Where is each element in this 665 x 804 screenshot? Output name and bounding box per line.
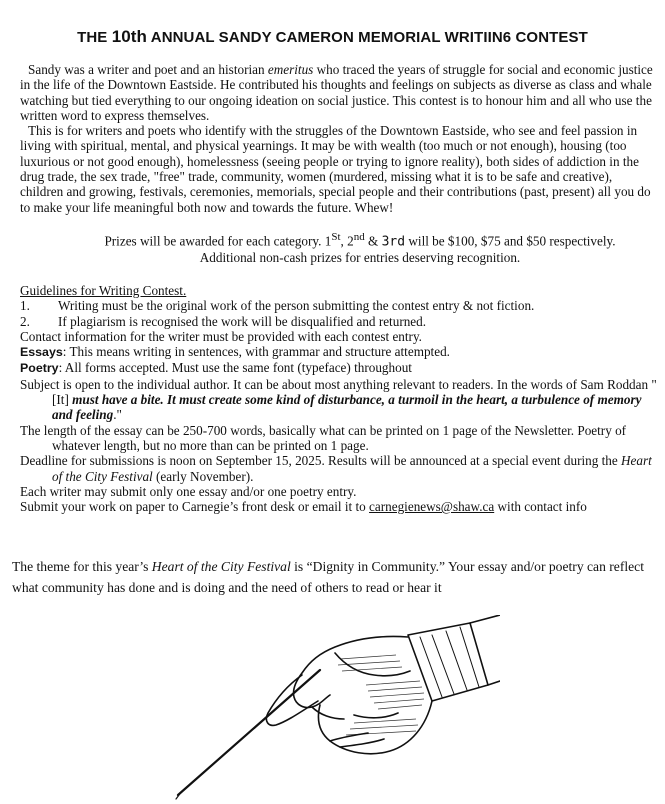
title-rest: ANNUAL SANDY CAMERON MEMORIAL WRITIIN6 CONTEST [147, 29, 588, 46]
guideline-text: If plagiarism is recognised the work will be disqualified and returned. [58, 313, 427, 329]
hand-writing-illustration [170, 615, 500, 800]
festival-name: Heart of the City Festival [52, 453, 652, 484]
deadline-text: Deadline for submissions is noon on September 15, 2025. Results will be announced at a special event during the [20, 453, 622, 469]
emeritus-emphasis: emeritus [267, 62, 314, 77]
intro-paragraph-2: This is for writers and poets who identify with the struggles of the Downtown Eastside, who see and feel passion in living with spiritual, mental, and physical yearnings. It may be with wealth (too much or not enough), housing (too luxurious or not good enough), homelessness (seeing people or trying to ignore reality), both sides of addiction in the drug trade, the sex trade, "free" trade, community, women (murdered, missing what it is to be safe and creative), children and growing, festivals, ceremonies, memorials, special people and their contributions (past, present) all you do to make your life meaningful both now and towards the future. Whew! [20, 123, 651, 215]
poetry-label: Poetry [20, 361, 59, 376]
guideline-number: 2. [20, 313, 30, 329]
essays-label: Essays [20, 345, 63, 360]
guideline-text: Writing must be the original work of the person submitting the contest entry & not fiction. [58, 298, 535, 314]
subject-rule [20, 377, 658, 423]
essays-text: : This means writing in sentences, with grammar and structure attempted. [62, 344, 450, 360]
submit-rule [20, 499, 658, 514]
title-prefix: THE [77, 29, 112, 46]
length-rule: The length of the essay can be 250-700 words, basically what can be printed on 1 page of the Newsletter. Poetry of whatever length, but no more than can be printed on 1 page. [20, 422, 627, 453]
subject-text-end: ." [113, 407, 122, 423]
non-cash-prizes: Additional non-cash prizes for entries deserving recognition. [199, 249, 521, 265]
poetry-text: : All forms accepted. Must use the same font (typeface) throughout [58, 360, 412, 376]
guidelines-heading: Guidelines for Writing Contest. [20, 282, 187, 298]
theme-paragraph [12, 556, 658, 598]
guideline-number: 1. [20, 298, 30, 314]
contact-rule: Contact information for the writer must be provided with each contest entry. [20, 328, 422, 344]
theme-text-end: is “Dignity in Community.” Your essay and/or poetry can reflect what community has done and is doing and the need of others to read or hear it [12, 559, 644, 595]
prize-amounts: will be $100, $75 and $50 respectively. [405, 233, 616, 249]
second-suffix: nd [353, 230, 365, 243]
email-link[interactable]: carnegienews@shaw.ca [369, 499, 495, 515]
second-place: , 2 [340, 233, 354, 249]
first-suffix: St [331, 230, 341, 243]
poetry-rule [20, 360, 658, 376]
theme-text: The theme for this year’s [12, 559, 152, 574]
intro-paragraph-1 [20, 62, 658, 123]
intro-text: Sandy was a writer and poet and an historian [28, 62, 268, 77]
deadline-rule [20, 453, 658, 484]
prizes-paragraph [20, 230, 658, 265]
roddan-quote: must have a bite. It must create some kind of disturbance, a turmoil in the heart, a turbulence of memory and feeling [52, 392, 642, 423]
intro-text-cont: who traced the years of struggle for social and economic justice in the life of the Downtown Eastside. He contributed his thoughts and feelings on subjects as diverse as class and whale watching but tied everything to our ongoing ideation on social justice. This contest is to honour him and all who use the written word to express themselves. [20, 62, 653, 123]
subject-text: Subject is open to the individual author. It can be about most anything relevant to readers. In the words of Sam Roddan "[It] [20, 376, 657, 408]
submit-text: Submit your work on paper to Carnegie’s front desk or email it to [20, 499, 370, 515]
prizes-text: Prizes will be awarded for each category. 1 [104, 233, 332, 249]
submit-text-end: with contact info [494, 499, 587, 515]
document-title [0, 27, 665, 47]
essays-rule [20, 344, 658, 360]
deadline-text-end: (early November). [152, 468, 254, 484]
limit-rule: Each writer may submit only one essay and/or one poetry entry. [20, 483, 357, 499]
document-body [20, 62, 658, 514]
theme-festival-name: Heart of the City Festival [151, 559, 291, 574]
ampersand: & [364, 233, 382, 249]
guideline-item [20, 314, 658, 329]
third-place: 3rd [381, 234, 406, 250]
title-edition: 10th [111, 27, 148, 46]
guideline-item [20, 298, 658, 313]
